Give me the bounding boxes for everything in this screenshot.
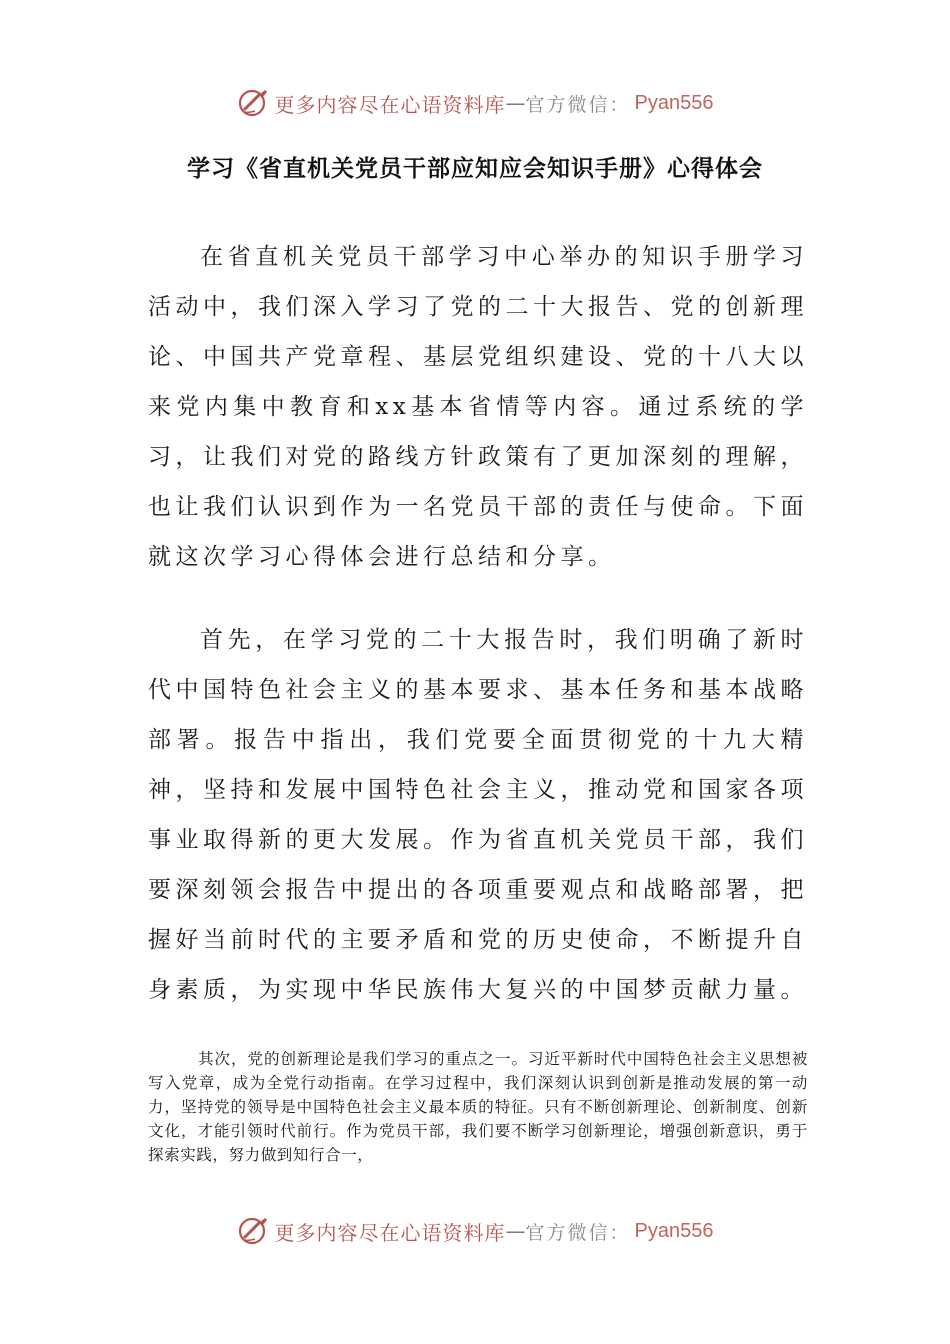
- banner-site-text: 更多内容尽在心语资料库: [274, 92, 506, 117]
- banner-wechat-label: 官方微信：: [525, 93, 631, 116]
- banner-site-text: 更多内容尽在心语资料库: [274, 1220, 506, 1245]
- banner-wechat-id: Pyan556: [634, 1219, 714, 1242]
- paragraph-3: 其次，党的创新理论是我们学习的重点之一。习近平新时代中国特色社会主义思想被写入党章，成为全党行动指南。在学习过程中，我们深刻认识到创新是推动发展的第一动力，坚持党的领导是中国特色社会主义最本质的特征。只有不断创新理论、创新制度、创新文化，才能引领时代前行。作为党员干部，我们要不断学习创新理论，增强创新意识，勇于探索实践，努力做到知行合一，: [148, 1050, 808, 1164]
- pen-logo-icon: [237, 1214, 271, 1248]
- document-title: 学习《省直机关党员干部应知应会知识手册》心得体会: [187, 156, 763, 182]
- banner-dash: —: [505, 1219, 526, 1243]
- banner-wechat-id: Pyan556: [634, 91, 714, 114]
- pen-logo-icon: [237, 86, 271, 120]
- paragraph-1: 在省直机关党员干部学习中心举办的知识手册学习活动中，我们深入学习了党的二十大报告、党的创新理论、中国共产党章程、基层党组织建设、党的十八大以来党内集中教育和xx基本省情等内容。通过系统的学习，让我们对党的路线方针政策有了更加深刻的理解，也让我们认识到作为一名党员干部的责任与使命。下面就这次学习心得体会进行总结和分享。: [148, 244, 808, 570]
- banner-dash: —: [505, 91, 526, 115]
- bottom-banner: [0, 1209, 950, 1253]
- paragraph-2: 首先，在学习党的二十大报告时，我们明确了新时代中国特色社会主义的基本要求、基本任务和基本战略部署。报告中指出，我们党要全面贯彻党的十九大精神，坚持和发展中国特色社会主义，推动党和国家各项事业取得新的更大发展。作为省直机关党员干部，我们要深刻领会报告中提出的各项重要观点和战略部署，把握好当前时代的主要矛盾和党的历史使命，不断提升自身素质，为实现中华民族伟大复兴的中国梦贡献力量。: [148, 627, 808, 1003]
- top-banner: [0, 81, 950, 125]
- banner-wechat-label: 官方微信：: [525, 1221, 631, 1244]
